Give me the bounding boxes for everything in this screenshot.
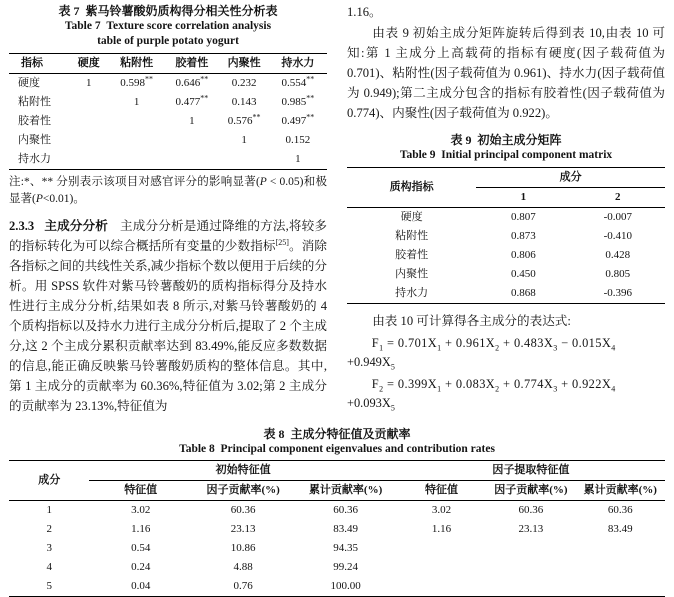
section-number: 2.3.3 [9,219,35,233]
table7-body [9,74,327,170]
table-cell: 0.232 [231,77,257,89]
table-cell: 4.88 [233,561,253,573]
table7-caption-zh: 表 7 紫马铃薯酸奶质构得分相关性分析表 [58,4,278,18]
table8-header [9,461,665,501]
table-cell: 0.646** [175,74,209,89]
table-cell [164,150,219,170]
table-header-cell: 内聚性 [227,57,261,69]
table8-caption-en: Table 8 Principal component eigenvalues and contribution rates [179,443,495,455]
table-cell [219,150,268,170]
table9-caption-zh: 表 9 初始主成分矩阵 [450,133,562,147]
table-row [9,131,327,150]
table-row [347,284,665,304]
table-header-cell: 硬度 [77,57,100,69]
table-cell [397,539,486,558]
section-title: 主成分分析 [44,219,109,233]
formula-f2-line1: $F_2 = 0.399X_1 + 0.083X_2 + 0.774X_3 + 0.922X_4$ [371,377,616,394]
formula-f1-line1: $F_1 = 0.701X_1 + 0.961X_2 + 0.483X_3 - 0.015X_4$ [371,336,616,353]
table-cell: 100.00 [330,580,361,592]
table8-caption-zh: 表 8 主成分特征值及贡献率 [263,427,411,441]
section-body-text: 主成分分析是通过降维的方法,将较多的指标转化为可以综合概括所有变量的少数指标[25]。消除各指标之间的共线性关系,减少指标个数以便用于后续的分析。用 SPSS 软件对紫马铃薯酸奶的质构指标得分及持水性进行主成分分析,结果如表 8 所示,对紫马铃薯酸奶的 4 个质构指标以及持水力进行主成分分析后,提取了 2 个主成分,这 2 个主成分累积贡献率达到 83.49%,能反应多数数据的信息,能正确反映紫马铃薯酸奶质构的整体信息。其中,第 1 主成分的贡献率为 60.36%,特征值为 3.02;第 2 主成分的贡献率为 23.13%,特征值为 [9,219,328,413]
table-row [9,150,327,170]
formula-f2 [347,375,665,413]
expression-intro: 由表 10 可计算得各主成分的表达式: [372,314,571,328]
table-cell: 内聚性 [18,134,51,146]
rotation-paragraph: 由表 9 初始主成分矩阵旋转后得到表 10,由表 10 可知:第 1 主成分上高载荷的指标有硬度(因子载荷值为 0.701)、粘附性(因子载荷值为 0.961)、持水力(因子载荷值为 0.949);第二主成分包含的指标有胶着性(因子载荷值为 0.774)、内聚性(因子载荷值为 0.922)。 [347,26,665,120]
table-cell: 胶着性 [18,115,51,127]
right-column [347,3,665,413]
table-cell: 10.86 [230,542,256,554]
table9-captions [347,132,665,163]
table-header-group-cell: 成分 [476,168,665,188]
table-cell [109,112,164,131]
table-cell: 0.985** [281,93,315,108]
table-row [9,558,665,577]
table-row [9,539,665,558]
two-column-layout [9,3,665,416]
table-row [347,168,665,188]
table-header-cell: 累计贡献率(%) [308,484,383,496]
table-cell [397,577,486,597]
table-header-group-cell: 初始特征值 [89,461,396,481]
table9-caption-en: Table 9 Initial principal component matrix [399,149,613,161]
table-cell: 3.02 [131,504,151,516]
table-cell: 5 [46,580,52,592]
table9-body [347,208,665,304]
table-cell: 99.24 [333,561,358,573]
table-header-cell: 指标 [21,57,43,69]
table-cell: 0.807 [511,211,536,223]
table-cell: 94.35 [333,542,358,554]
table-cell [486,577,575,597]
table-cell: 83.49 [607,523,633,535]
table-cell [69,93,109,112]
table-cell [397,558,486,577]
table-cell: 持水力 [18,153,51,165]
table-cell: 内聚性 [395,268,429,280]
table-row [9,577,665,597]
table-cell: 60.36 [607,504,633,516]
table-cell: 0.477** [175,93,209,108]
table-row [9,93,327,112]
table-row [9,54,327,74]
table-cell: 0.24 [131,561,151,573]
table-cell: 23.13 [230,523,256,535]
table-header-cell: 2 [615,191,621,203]
table-cell: 1 [189,115,195,127]
table-cell [486,558,575,577]
table-cell: 0.152 [285,134,311,146]
table-cell: 0.873 [511,230,536,242]
table-header-cell: 成分 [38,474,61,486]
table-cell: 胶着性 [395,249,429,261]
table-cell: 持水力 [395,287,429,299]
section-2-3-3-paragraph [9,216,327,416]
table-cell [109,131,164,150]
table-cell: 0.76 [233,580,253,592]
table-cell: 3 [46,542,52,554]
table-cell: 0.806 [511,249,536,261]
table-header-cell: 胶着性 [175,57,209,69]
table-cell: 2 [46,523,52,535]
table-header-group-cell: 因子提取特征值 [397,461,665,481]
table-cell: 0.450 [511,268,536,280]
table-row [347,265,665,284]
table-header-cell: 1 [520,191,527,203]
table-cell: 1.16 [131,523,151,535]
table-cell: 0.868 [511,287,536,299]
table-cell [576,577,665,597]
table-row [347,227,665,246]
table7-footnote: 注:*、** 分别表示该项目对感官评分的影响显著(P < 0.05)和极显著(P<0.01)。 [9,176,327,205]
table-cell: 1 [46,504,52,516]
table7-correlation [9,53,327,170]
table-row [9,501,665,521]
table-cell: -0.396 [603,287,632,299]
table-header-cell: 质构指标 [389,181,434,193]
table-cell [486,539,575,558]
table-cell: 粘附性 [18,96,51,108]
table-cell: 粘附性 [395,230,429,242]
table-cell: 1 [241,134,247,146]
table-cell: 0.143 [231,96,257,108]
table-cell: 4 [46,561,52,573]
table-cell: 0.576** [227,112,261,127]
table-cell: 0.598** [120,74,153,89]
table-header-cell: 持水力 [281,57,315,69]
table-cell: 60.36 [333,504,358,516]
continuation-text: 1.16。 [347,5,382,19]
left-column [9,3,327,416]
table-cell: 0.04 [131,580,151,592]
table-cell [576,539,665,558]
table-cell: 0.428 [605,249,631,261]
table8-eigenvalues [9,460,665,597]
table-cell [576,558,665,577]
table-cell [109,150,164,170]
table9-header [347,168,665,208]
table-header-cell: 累计贡献率(%) [583,484,657,496]
table-row [9,112,327,131]
table-cell: 0.497** [281,112,315,127]
table-cell: 0.805 [605,268,631,280]
table-row [347,208,665,228]
table-header-cell: 因子贡献率(%) [494,484,568,496]
table-cell: 23.13 [518,523,544,535]
table8-body [9,501,665,597]
table-cell: -0.007 [603,211,632,223]
bottom-section [9,426,665,597]
table-cell [69,150,109,170]
table-header-cell: 特征值 [124,484,158,496]
table-row [9,481,665,501]
table-cell: 硬度 [18,77,40,89]
table-cell: 3.02 [431,504,452,516]
table-cell: 1 [86,77,92,89]
table-header-cell: 特征值 [425,484,459,496]
table-cell: 0.554** [281,74,315,89]
table-cell: 83.49 [333,523,358,535]
table-row [9,74,327,94]
table7-caption-en1: Table 7 Texture score correlation analysis [64,20,272,32]
table-cell: 硬度 [400,211,423,223]
formula-f1 [347,334,665,372]
table-row [9,461,665,481]
table-cell: 1 [295,153,301,165]
table-cell: -0.410 [603,230,632,242]
table-cell [69,131,109,150]
table-cell: 1.16 [431,523,452,535]
table-header-cell: 粘附性 [120,57,154,69]
table9-initial-matrix [347,167,665,304]
formula-f2-line2: $+0.093X_5$ [347,396,395,413]
table-cell: 1 [133,96,140,108]
table7-caption-en2: table of purple potato yogurt [97,35,239,47]
formula-f1-line2: $+0.949X_5$ [347,355,395,372]
table-cell [164,131,219,150]
table-cell [69,112,109,131]
table-cell: 60.36 [230,504,256,516]
table-row [9,520,665,539]
table7-header [9,54,327,74]
table-header-cell: 因子贡献率(%) [206,484,280,496]
table-cell: 60.36 [518,504,544,516]
table-row [347,246,665,265]
table-cell: 0.54 [131,542,151,554]
